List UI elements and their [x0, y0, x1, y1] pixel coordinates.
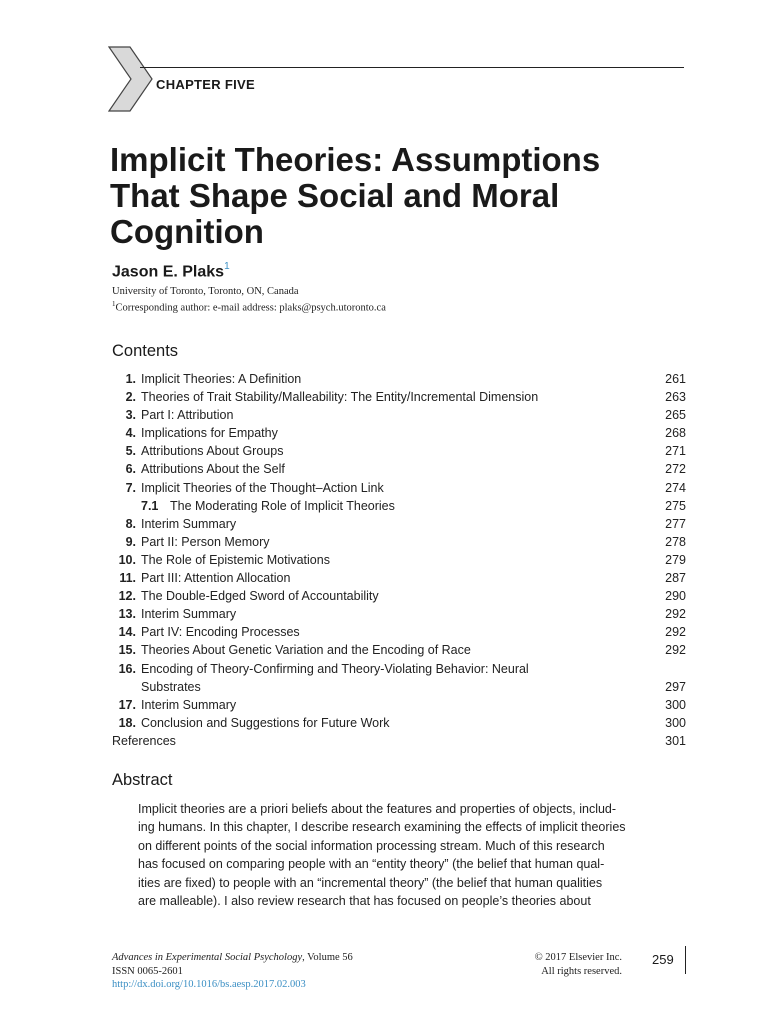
toc-number: 5.: [125, 444, 136, 459]
abstract-heading: Abstract: [112, 771, 173, 789]
toc-title: Implications for Empathy: [141, 426, 278, 441]
toc-number: 9.: [125, 534, 136, 549]
toc-page: 274: [665, 480, 686, 495]
toc-number: 10.: [118, 552, 136, 567]
affiliation-text: University of Toronto, Toronto, ON, Canada: [112, 286, 299, 297]
toc-title: Part III: Attention Allocation: [141, 571, 291, 586]
abstract-line: ing humans. In this chapter, I describe research examining the effects of implicit theories: [138, 820, 626, 835]
chapter-title: [110, 142, 690, 250]
corresponding-text: Corresponding author: e-mail address: plaks@psych.utoronto.ca: [115, 302, 386, 314]
toc-title: The Double-Edged Sword of Accountability: [141, 589, 379, 604]
toc-title: The Moderating Role of Implicit Theories: [170, 498, 395, 513]
toc-entry[interactable]: [112, 371, 686, 389]
toc-number: 17.: [118, 697, 136, 712]
toc-entry[interactable]: [112, 516, 686, 534]
toc-entry[interactable]: [112, 642, 686, 660]
footer-issn: ISSN 0065-2601: [112, 965, 183, 977]
toc-number: 16.: [118, 661, 136, 676]
doi-link[interactable]: http://dx.doi.org/10.1016/bs.aesp.2017.02.003: [112, 979, 306, 990]
toc-page: 271: [665, 444, 686, 459]
chapter-rule: [140, 67, 684, 68]
toc-title-continuation: Substrates: [141, 679, 201, 694]
toc-page: 287: [665, 571, 686, 586]
toc-title: Encoding of Theory-Confirming and Theory-Violating Behavior: Neural: [141, 661, 529, 676]
toc-number: 11.: [119, 571, 136, 586]
toc-title: Implicit Theories: A Definition: [141, 372, 302, 386]
toc-number: 6.: [125, 462, 136, 477]
toc-subentry[interactable]: [112, 498, 686, 516]
toc-page: 292: [665, 607, 686, 622]
toc-page: 301: [665, 733, 686, 748]
toc-entry[interactable]: [112, 407, 686, 425]
chapter-chevron-icon: [108, 46, 154, 112]
toc-number: 13.: [118, 607, 136, 622]
journal-name: Advances in Experimental Social Psychology: [112, 952, 303, 963]
toc-entry[interactable]: [112, 461, 686, 479]
toc-entry[interactable]: [112, 715, 686, 733]
toc-entry[interactable]: [112, 570, 686, 588]
toc-title: Interim Summary: [141, 516, 237, 531]
toc-entry[interactable]: [112, 480, 686, 498]
rights-text: All rights reserved.: [541, 965, 622, 977]
chapter-label: CHAPTER FIVE: [156, 77, 255, 92]
toc-entry[interactable]: [112, 697, 686, 715]
author-note-marker[interactable]: 1: [224, 261, 230, 272]
abstract-line: Implicit theories are a priori beliefs about the features and properties of objects, includ-: [138, 802, 617, 816]
toc-title: Conclusion and Suggestions for Future Work: [141, 715, 390, 730]
toc-page: 290: [665, 589, 686, 604]
footer-copyright: [500, 951, 622, 978]
toc-number: 1.: [125, 372, 136, 386]
toc-page: 300: [665, 715, 686, 730]
toc-entry[interactable]: [112, 606, 686, 624]
toc-number: 15.: [118, 643, 136, 658]
footer-journal-line: [112, 951, 353, 965]
toc-page: 300: [665, 697, 686, 712]
abstract-body: [138, 800, 686, 910]
journal-volume: , Volume 56: [302, 952, 353, 963]
corresponding-marker: 1: [112, 300, 116, 308]
toc-number: 8.: [125, 516, 136, 531]
table-of-contents: [112, 371, 686, 751]
toc-entry-continuation[interactable]: [112, 679, 686, 697]
toc-page: 275: [665, 498, 686, 513]
toc-title: Part II: Person Memory: [141, 534, 270, 549]
toc-title: References: [112, 733, 176, 748]
toc-page: 278: [665, 534, 686, 549]
toc-number: 14.: [118, 625, 136, 640]
toc-entry[interactable]: [112, 552, 686, 570]
toc-page: 272: [665, 462, 686, 477]
toc-number: 12.: [118, 589, 136, 604]
toc-number: 7.: [125, 480, 136, 495]
chapter-title-line: Cognition: [110, 213, 264, 250]
abstract-line: ities are fixed) to people with an “incremental theory” (the belief that human qualities: [138, 875, 603, 890]
toc-number: 7.1: [141, 498, 159, 513]
corresponding-author-note: [112, 298, 386, 315]
toc-page: 297: [665, 679, 686, 694]
abstract-line: on different points of the social information processing stream. Much of this research: [138, 838, 605, 853]
abstract-line: has focused on comparing people with an “entity theory” (the belief that human qual-: [138, 857, 605, 872]
abstract-line: are malleable). I also review research that has focused on people’s theories about: [138, 894, 591, 909]
toc-references[interactable]: [112, 733, 686, 751]
toc-page: 268: [665, 426, 686, 441]
chapter-title-line: Implicit Theories: Assumptions: [110, 141, 601, 178]
author-affiliation: [112, 285, 386, 315]
toc-entry[interactable]: [112, 661, 686, 679]
chapter-title-line: That Shape Social and Moral: [110, 177, 560, 214]
toc-number: 18.: [118, 715, 136, 730]
toc-page: 265: [665, 408, 686, 423]
toc-entry[interactable]: [112, 534, 686, 552]
toc-page: 277: [665, 516, 686, 531]
toc-page: 279: [665, 552, 686, 567]
toc-page: 261: [665, 372, 686, 386]
page-number-rule: [685, 946, 686, 974]
author-name: [112, 262, 230, 281]
toc-entry[interactable]: [112, 588, 686, 606]
toc-entry[interactable]: [112, 624, 686, 642]
toc-entry[interactable]: [112, 425, 686, 443]
toc-entry[interactable]: [112, 389, 686, 407]
copyright-text: © 2017 Elsevier Inc.: [534, 952, 622, 963]
toc-title: Attributions About the Self: [141, 462, 285, 477]
toc-title: Implicit Theories of the Thought–Action Link: [141, 480, 384, 495]
toc-page: 263: [665, 390, 686, 405]
toc-page: 292: [665, 625, 686, 640]
toc-title: Theories of Trait Stability/Malleability: The Entity/Incremental Dimension: [141, 390, 539, 405]
toc-page: 292: [665, 643, 686, 658]
toc-title: The Role of Epistemic Motivations: [141, 552, 330, 567]
toc-title: Part IV: Encoding Processes: [141, 625, 300, 640]
toc-title: Interim Summary: [141, 697, 237, 712]
toc-title: Theories About Genetic Variation and the Encoding of Race: [141, 643, 471, 658]
footer-publication-info: [112, 951, 353, 992]
toc-number: 3.: [125, 408, 136, 423]
author-name-text: Jason E. Plaks: [112, 263, 225, 281]
page-number: 259: [652, 952, 674, 967]
toc-number: 2.: [125, 390, 136, 405]
toc-number: 4.: [125, 426, 136, 441]
toc-title: Interim Summary: [141, 607, 237, 622]
toc-title: Attributions About Groups: [141, 444, 284, 459]
contents-heading: Contents: [112, 342, 179, 360]
toc-entry[interactable]: [112, 443, 686, 461]
toc-title: Part I: Attribution: [141, 408, 234, 423]
